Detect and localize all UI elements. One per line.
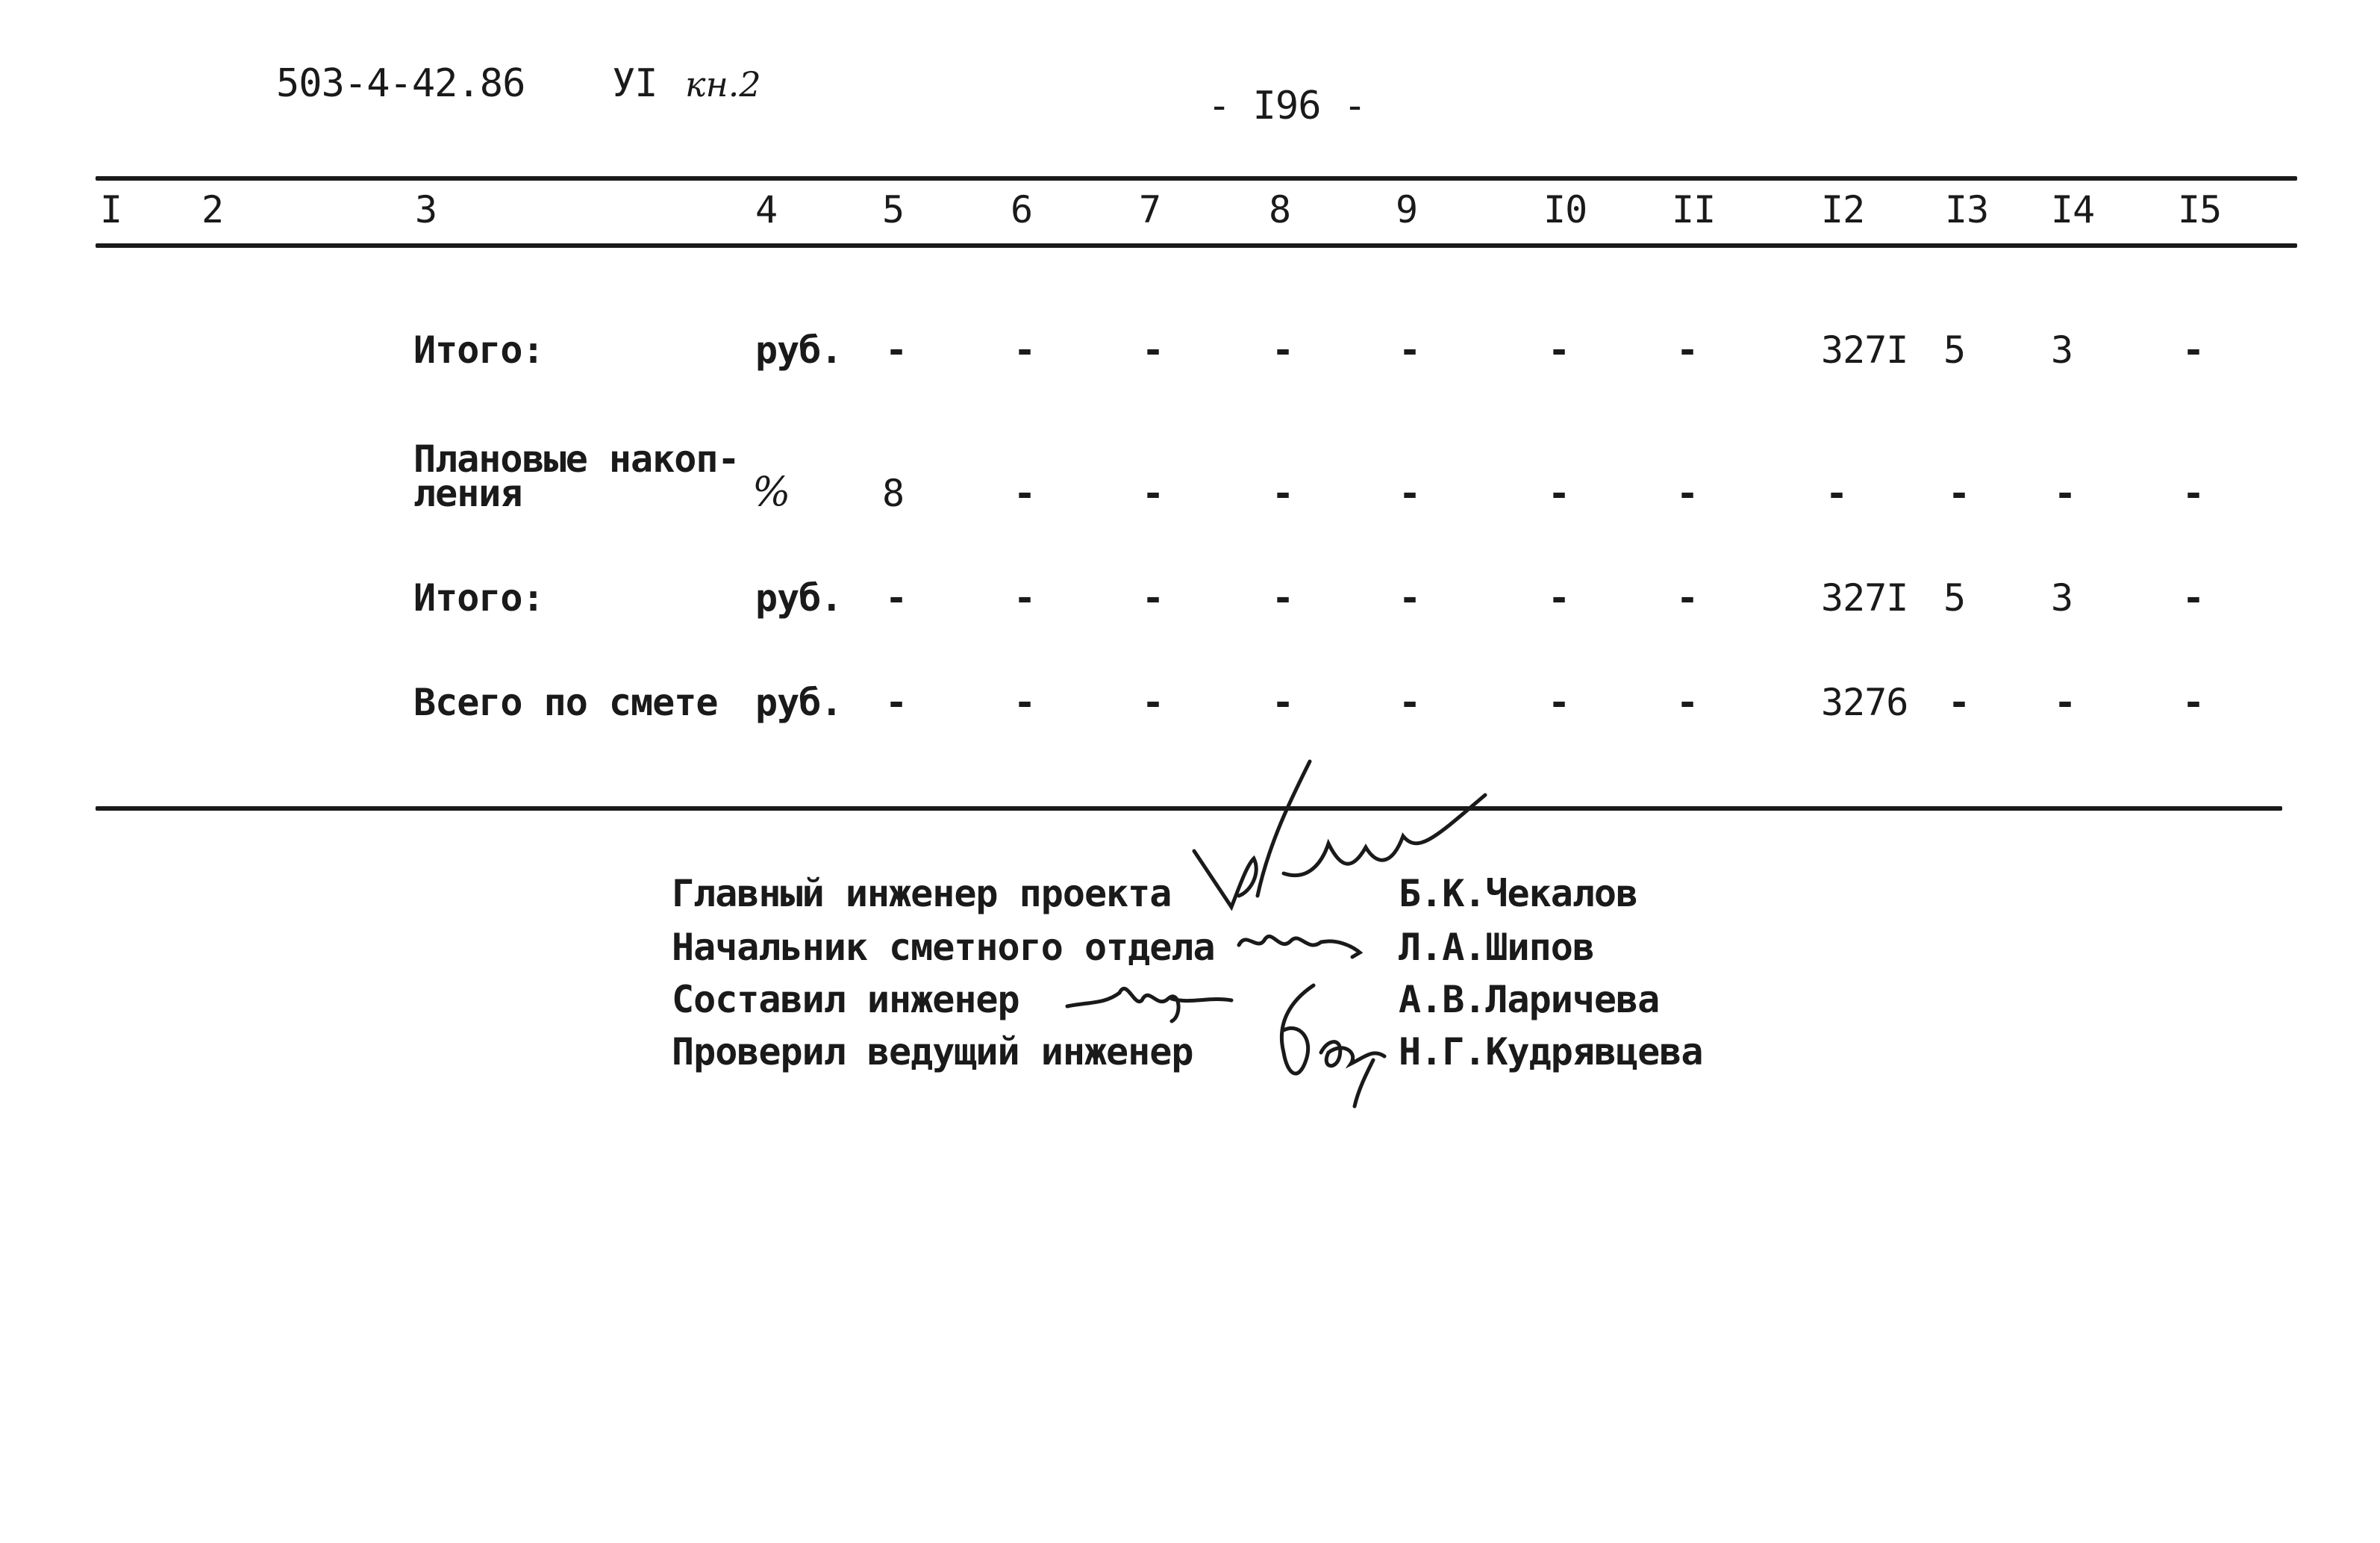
table-cell: - xyxy=(1013,472,1036,515)
table-cell: - xyxy=(1399,472,1421,515)
row-unit: руб. xyxy=(755,328,843,372)
row-label: Всего по смете xyxy=(413,681,718,724)
handwritten-signature xyxy=(1231,923,1366,967)
section-label: УI xyxy=(612,61,658,106)
table-cell: - xyxy=(1013,576,1036,620)
table-cell: - xyxy=(1142,328,1164,372)
table-cell: - xyxy=(885,328,908,372)
signatory-name: Н.Г.Кудрявцева xyxy=(1399,1030,1703,1073)
row-unit: % xyxy=(752,468,791,515)
document-code: 503-4-42.86 xyxy=(276,61,525,106)
table-cell: 327I xyxy=(1821,328,1908,372)
table-cell: 5 xyxy=(1943,576,1966,620)
table-cell: 327I xyxy=(1821,576,1908,620)
table-cell: - xyxy=(1548,328,1570,372)
table-cell: - xyxy=(1142,576,1164,620)
column-number: I xyxy=(100,188,122,231)
table-cell: - xyxy=(1948,681,1970,724)
signatory-name: А.В.Ларичева xyxy=(1399,978,1660,1021)
column-number: 5 xyxy=(882,188,905,231)
column-number: I3 xyxy=(1945,188,1989,231)
table-cell: - xyxy=(1676,576,1699,620)
column-number: 3 xyxy=(415,188,437,231)
table-cell: - xyxy=(1399,681,1421,724)
column-number: I2 xyxy=(1821,188,1865,231)
table-cell: - xyxy=(1272,681,1294,724)
signatory-role: Начальник сметного отдела xyxy=(672,926,1215,969)
table-cell: 3276 xyxy=(1821,681,1908,724)
column-number: 7 xyxy=(1139,188,1161,231)
column-number: II xyxy=(1672,188,1716,231)
table-top-rule xyxy=(96,176,2297,181)
table-cell: - xyxy=(1548,681,1570,724)
table-cell: - xyxy=(1272,472,1294,515)
table-cell: - xyxy=(1676,681,1699,724)
column-number: 8 xyxy=(1269,188,1291,231)
table-cell: - xyxy=(1142,472,1164,515)
table-cell: - xyxy=(2182,576,2205,620)
table-cell: 8 xyxy=(882,472,905,515)
table-cell: - xyxy=(2182,472,2205,515)
table-cell: - xyxy=(1399,576,1421,620)
table-cell: - xyxy=(1676,472,1699,515)
table-cell: - xyxy=(1272,328,1294,372)
table-cell: - xyxy=(885,576,908,620)
page-number: - I96 - xyxy=(1208,84,1367,128)
signatory-name: Б.К.Чекалов xyxy=(1399,872,1638,915)
row-label-line: Плановые накоп- xyxy=(413,437,740,481)
table-cell: 3 xyxy=(2051,576,2073,620)
row-unit: руб. xyxy=(755,576,843,620)
column-number: 4 xyxy=(755,188,778,231)
signatory-role: Составил инженер xyxy=(672,978,1019,1021)
table-cell: - xyxy=(1013,681,1036,724)
table-cell: - xyxy=(2182,681,2205,724)
table-cell: - xyxy=(1272,576,1294,620)
table-cell: - xyxy=(885,681,908,724)
section-handwritten-note: кн.2 xyxy=(685,64,761,105)
column-number: I0 xyxy=(1543,188,1587,231)
signatory-name: Л.А.Шипов xyxy=(1399,926,1594,969)
table-cell: - xyxy=(2182,328,2205,372)
column-number: 9 xyxy=(1396,188,1418,231)
table-cell: - xyxy=(2054,681,2076,724)
handwritten-signature xyxy=(1060,963,1254,1030)
row-label: Итого: xyxy=(413,328,544,372)
table-cell: - xyxy=(1548,576,1570,620)
table-cell: - xyxy=(1399,328,1421,372)
column-number: 6 xyxy=(1011,188,1033,231)
row-unit: руб. xyxy=(755,681,843,724)
table-cell: - xyxy=(1548,472,1570,515)
handwritten-signature xyxy=(1246,978,1411,1112)
table-cell: - xyxy=(2054,472,2076,515)
table-cell: 5 xyxy=(1943,328,1966,372)
column-header-bottom-rule xyxy=(96,243,2297,248)
row-label: Итого: xyxy=(413,576,544,620)
table-cell: - xyxy=(1013,328,1036,372)
column-number: I5 xyxy=(2178,188,2222,231)
signatory-role: Главный инженер проекта xyxy=(672,872,1172,915)
table-cell: - xyxy=(1676,328,1699,372)
table-cell: - xyxy=(1825,472,1848,515)
signatory-role: Проверил ведущий инженер xyxy=(672,1030,1193,1073)
column-number: I4 xyxy=(2051,188,2095,231)
handwritten-signature xyxy=(1179,754,1522,926)
table-cell: - xyxy=(1948,472,1970,515)
row-label-line: ления xyxy=(413,472,522,515)
table-cell: - xyxy=(1142,681,1164,724)
table-cell: 3 xyxy=(2051,328,2073,372)
column-number: 2 xyxy=(202,188,224,231)
